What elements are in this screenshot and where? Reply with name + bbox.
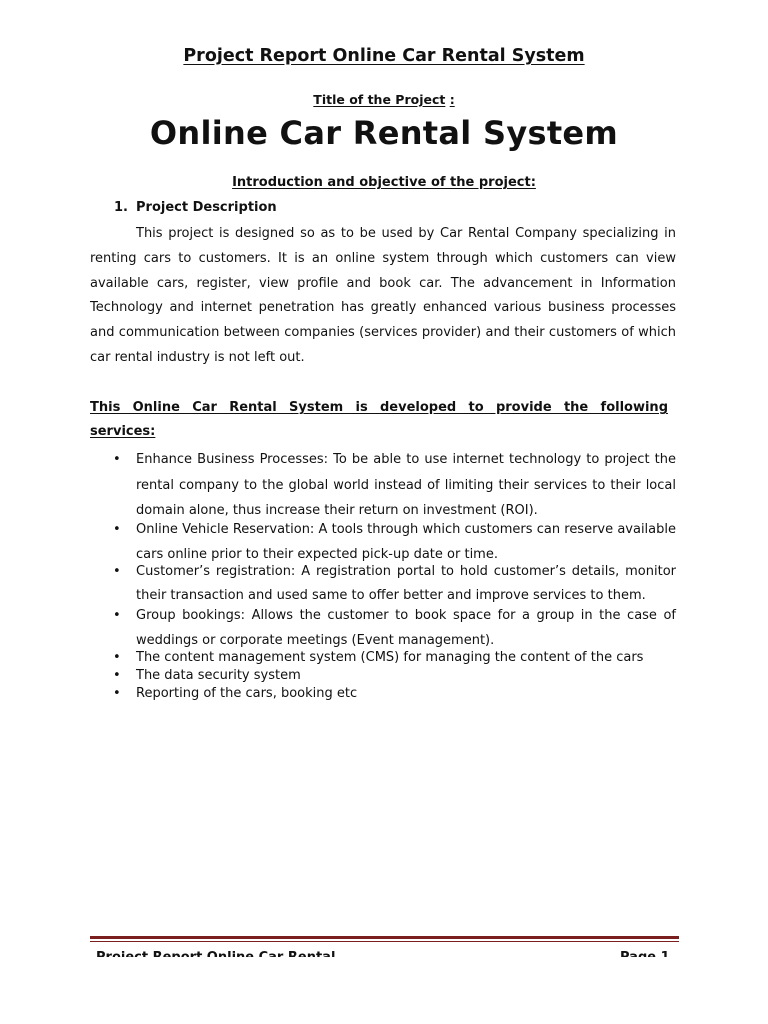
list-item: [111, 447, 676, 524]
title-label: [0, 92, 768, 107]
list-item: [111, 603, 676, 654]
list-item: [111, 649, 676, 667]
bullet-icon: •: [113, 452, 121, 467]
service-text: Online Vehicle Reservation: A tools through which customers can reserve available cars online prior to their expected pick-up date or time.: [136, 521, 676, 562]
list-item: [111, 685, 676, 703]
service-text: The data security system: [136, 667, 301, 683]
services-list: [111, 447, 676, 703]
bullet-icon: •: [113, 685, 121, 701]
document-header-title: Project Report Online Car Rental System: [183, 46, 585, 66]
service-text: Enhance Business Processes: To be able to use internet technology to project the rental company to the global world instead of limiting their services to their local domain alone, thus increase their return on investment (ROI).: [136, 452, 676, 518]
services-heading: This Online Car Rental System is developed to provide the following services:: [90, 400, 668, 439]
section-heading: [114, 200, 277, 215]
project-description-paragraph: This project is designed so as to be used by Car Rental Company specializing in renting cars to customers. It is an online system through which customers can view available cars, register, view profile and book car. The advancement in Information Technology and internet penetration has greatly enhanced various business processes and communication between companies (services provider) and their customers of which car rental industry is not left out.: [90, 226, 676, 365]
service-text: Reporting of the cars, booking etc: [136, 685, 358, 701]
section-heading-text: Project Description: [136, 200, 277, 215]
footer-divider-thin: [90, 941, 679, 942]
project-title: Online Car Rental System: [149, 114, 619, 152]
title-label-colon: :: [449, 92, 455, 107]
bullet-icon: •: [113, 521, 121, 537]
page-bottom-crop: [0, 957, 768, 1024]
bullet-icon: •: [113, 649, 121, 665]
service-text: The content management system (CMS) for managing the content of the cars: [136, 649, 644, 665]
bullet-icon: •: [113, 667, 121, 683]
title-label-text: Title of the Project: [313, 92, 446, 107]
footer-divider-thick: [90, 936, 679, 939]
section-number: 1.: [114, 200, 128, 215]
list-item: [111, 560, 676, 609]
bullet-icon: •: [113, 607, 121, 623]
bullet-icon: •: [113, 563, 121, 579]
intro-heading: Introduction and objective of the project:: [232, 175, 536, 190]
list-item: [111, 667, 676, 685]
service-text: Group bookings: Allows the customer to book space for a group in the case of weddings or corporate meetings (Event management).: [136, 607, 676, 648]
service-text: Customer’s registration: A registration portal to hold customer’s details, monitor their transaction and used same to offer better and improve services to them.: [136, 563, 676, 603]
